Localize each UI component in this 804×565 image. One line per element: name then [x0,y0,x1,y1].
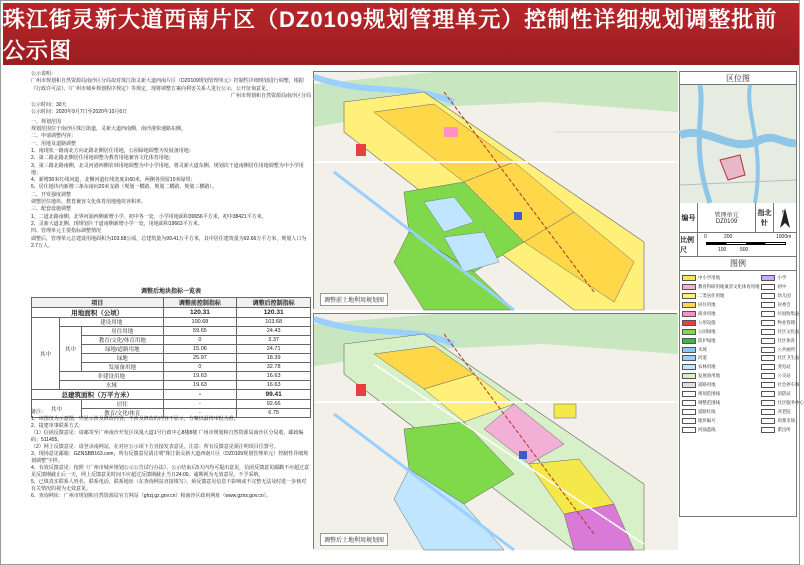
content-item: 二、开发强度调整 [31,191,72,198]
page-title: 珠江街灵新大道西南片区（DZ0109规划管理单元）控制性详细规划调整批前公示图 [3,3,799,65]
note-line: 4、有效反馈意见：按照《广州市城乡规划公示公告试行办法》，公示结束后5天内均可提出意见，信函反馈意见邮戳不应超过意见反馈期截止后一天，网上反馈意见时间不应超过反馈期截止当日24:00。逾期视为无效意见，不予采纳。 [31,465,310,478]
table-row: 非建设用地 19.63 16.63 [32,372,311,381]
map-before [313,71,677,309]
legend-item [761,292,803,301]
note-line: 1、该图仅为示意图，只显示涉及修改内容，不涉及修改的内容不显示，方案以最终审批为准。 [31,416,239,422]
legend-item [761,425,803,434]
scale-tick: 100 [718,247,727,253]
note-line: （1）信函反馈意见：请邮寄至广州南沙开发区凤凰大道1号行政中心8楼8楼 广州市规划和自然资源局南沙区分局收，邮政编码：511455。 [31,430,304,443]
north-label: 指北针 [756,203,774,232]
table-header: 调整前控制指标 [163,298,237,308]
legend-item [761,274,803,283]
legend-item [682,336,759,345]
notes-heading: 备注： [31,409,47,415]
legend-item [682,327,759,336]
legend-swatch [761,382,775,388]
content-item: 1、二道北路南侧，北界河涌西侧新增小学、初中各一处，小学用地面积30656平方米，初中38421平方米。 [31,213,267,220]
legend-label: 消防站 [777,391,791,397]
table-row: 其中 建设用地 100.68 103.68 [32,318,311,327]
legend-item [682,345,759,354]
legend-item [761,283,803,292]
legend-item [682,363,759,372]
unit-label: 编号 [680,203,698,232]
map-after-drawing [314,314,678,550]
legend-label: 初中 [777,284,787,290]
legend-swatch [682,275,696,281]
legend-label: 派出所 [777,426,791,432]
content-item: 2、灵新大道北侧，现规划片干道南侧新增小学一处，用地面积19663平方米。 [31,220,203,227]
legend-swatch [761,427,775,433]
legend-item [761,372,803,381]
legend-label: 道路红线 [698,408,716,414]
legend-label: 二类居住用地 [698,293,725,299]
legend-label: 幼儿园 [777,293,791,299]
notes-panel [31,409,311,500]
map-after [313,313,677,549]
content-label: 二、申请调整内容： [31,133,77,140]
content-item: 调整后，管理单元总建设用地面积为103.68公顷，总建筑量为99.41万平方米，其中居住建筑量为92.66万平方米，规划人口为2.7万人。 [31,235,307,249]
legend-label: 发展备用地 [698,373,720,379]
legend-swatch [682,320,696,326]
legend-label: 社区体育 [777,337,796,343]
legend-label: 河道 [698,355,707,361]
scale-tick: 500 [740,247,749,253]
table-header: 调整后控制指标 [237,298,311,308]
legend-label: 地块编号 [698,417,716,423]
map-before-caption: 调整前土地利用规划图 [320,293,388,306]
legend-item [682,283,759,292]
legend-swatch [761,400,775,406]
table-row: 总建筑面积（万平方米） - 99.41 [32,390,311,400]
legend-swatch [682,347,696,353]
legend-item [682,407,759,416]
legend-swatch [682,400,696,406]
svg-text:N: N [782,209,786,216]
side-panel [679,71,804,549]
scope-text: 规划范围位于南沙区珠江街道，灵新大道西南侧，南沙港快速路东侧。 [31,126,187,133]
legend-swatch [682,373,696,379]
table-title: 调整后地块指标一览表 [140,289,201,295]
scale-graphic [698,233,796,256]
table-row: 发展备用地 0 32.78 [32,363,311,372]
scale-tick: 1000m [776,234,792,240]
scale-tick: 0 [704,234,707,240]
legend-label: 居住用地 [698,302,716,308]
scope-label: 一、规划范围 [31,118,62,125]
legend-swatch [682,329,696,335]
scale-label: 比例尺 [680,233,698,256]
legend-swatch [761,320,775,326]
location-map [679,85,797,203]
notice-heading: 公示说明： [31,71,57,77]
legend-label: 中小学用地 [698,275,720,281]
table-row: 绿地 25.97 18.39 [32,354,311,363]
table-header: 项目 [32,298,164,308]
legend-label: 公共厕所 [777,346,796,352]
scale-tick: 200 [724,234,733,240]
legend-item [682,310,759,319]
unit-name: 管理单元 [714,213,739,219]
legend-swatch [761,364,775,370]
legend-swatch [682,391,696,397]
legend-label: 肉菜市场 [777,417,796,423]
legend-swatch [682,311,696,317]
table-row: 其中 居住 - 92.66 [32,400,311,409]
content-item: 3、第三路北路南侧，北灵河港西侧农林用地调整为中小学用地，将灵新大道东侧、规划次干道南侧居住用地调整为中小学用地； [31,162,304,176]
notice-org: 广州市规划和自然资源局南沙区分局 [230,92,311,99]
legend-item [682,301,759,310]
legend-item [682,274,759,283]
legend-swatch [761,311,775,317]
legend-swatch [682,418,696,424]
legend-swatch [761,338,775,344]
content-item: 三、配套设施调整 [31,206,72,213]
table-row: 水域 19.63 16.63 [32,381,311,390]
legend-label: 农林用地 [698,364,716,370]
legend-item [761,407,803,416]
map-after-caption: 调整后土地利用规划图 [320,533,388,546]
legend-item [682,425,759,434]
legend-label: 公交站 [777,373,791,379]
legend-label: 调整范围线 [698,399,720,405]
legend-label: 社区服务中心 [777,399,804,405]
content-item: 调整居住地块、教育兼容文化体育用地地块容积率。 [31,199,147,206]
legend-swatch [682,302,696,308]
legend-item [682,292,759,301]
legend-label: 道路用地 [698,382,716,388]
legend-swatch [682,364,696,370]
legend-swatch [761,329,775,335]
scale-bar [679,233,797,257]
legend-swatch [761,347,775,353]
legend-swatch [682,355,696,361]
notice-intro: 广州市规划和自然资源局南沙区分局拟对珠江街灵新大道西南片区（DZ0109规划管理单元）控制性详细规划进行调整，根据《行政许可法》、《广州市城乡规划程序规定》等规定，现将调整方案向利害关系人进行公示，公开征询意见。 [31,78,304,92]
legend-heading: 图例 [679,257,797,271]
table-row: 用地面积（公顷） 120.31 120.31 [32,308,311,318]
legend-label: 小学 [777,275,787,281]
content-item: 一、用地及道路调整 [31,140,77,147]
legend-label: 养老院 [777,408,791,414]
legend-swatch [761,373,775,379]
legend-item [682,416,759,425]
legend-label: 居委会 [777,302,791,308]
legend-label: 教育科研用地兼容文化体育用地 [698,284,760,290]
legend-item [682,318,759,327]
legend-label: 物业管理 [777,319,796,325]
legend-item [761,301,803,310]
legend-label: 河涌蓝线 [698,426,716,432]
legend-item [682,398,759,407]
table-header-row [32,298,311,308]
legend-label: 社区卫生站 [777,355,800,361]
map-before-drawing [314,72,678,310]
legend-label: 变电站 [777,364,791,370]
legend-swatch [761,284,775,290]
legend-item [761,398,803,407]
legend-item [761,327,803,336]
table-row: 其中 居住用地 59.65 24.43 [32,327,311,336]
legend-item [761,416,803,425]
legend-swatch [682,293,696,299]
unit-code: DZ0109 [715,219,738,225]
legend-swatch [682,284,696,290]
unit-info [679,203,797,233]
location-heading: 区位图 [679,71,797,85]
legend-swatch [761,391,775,397]
legend-label: 公用设施 [698,319,716,325]
legend-swatch [761,418,775,424]
note-line: 3、现场意见邮箱：GZNSBB163.com，所有反馈意见请注明"珠江街灵新大道西南片区（DZ0109规划管理单元）控制性详细规划调整"字样。 [31,451,309,464]
legend-label: 规划范围线 [698,391,720,397]
legend-item [761,318,803,327]
legend-swatch [761,302,775,308]
legend-swatch [682,427,696,433]
table-row: 教育/文化/体育 - 6.75 [32,409,311,418]
legend-label: 公园绿地 [698,328,716,334]
note-line: 6、查询网址：广州市规划和自然资源局官方网站（ghzj.gz.gov.cn）和南沙区政府网址（www.gzns.gov.cn）。 [31,493,272,499]
legend-label: 商业用地 [698,311,716,316]
legend-item [761,310,803,319]
legend-swatch [682,338,696,344]
legend-label: 社会停车场 [777,382,800,388]
notice-period: 公示时间：30天 [31,102,67,109]
legend-swatch [761,275,775,281]
legend-item [761,354,803,363]
table-row: 教育/文化/体育用地 0 3.37 [32,336,311,345]
note-line: （2）网上反馈意见：请登录南网站，在对应公示项下方直接发表意见。注意：所有反馈意见须注明项目位置号。 [31,444,279,450]
north-arrow-icon [774,203,796,232]
legend-item [761,345,803,354]
legend-item [682,390,759,399]
legend-swatch [682,382,696,388]
legend-swatch [761,355,775,361]
legend-swatch [761,409,775,415]
legend-item [761,363,803,372]
legend-label: 防护绿地 [698,337,716,343]
legend [679,271,804,517]
content-item: 4、新增30米红线河道，北侧河道红线宽度由60米，两侧各预留10米绿带； [31,177,196,184]
legend-swatch [682,409,696,415]
legend-item [682,372,759,381]
note-line: 5、已填真实联系人姓名、联系电话、联系地址（在查询网站直接填写），须反馈意见信息不影响或不完整无法及时进一步核对有关情况的视为无效意见。 [31,479,307,492]
legend-item [761,336,803,345]
legend-swatch [761,293,775,299]
legend-label: 社区文化站 [777,328,800,334]
legend-item [761,381,803,390]
indicator-table [31,297,311,418]
legend-label: 水域 [698,346,707,352]
note-line: 2、提建单事联系方式： [31,423,84,429]
legend-item [682,354,759,363]
legend-item [682,381,759,390]
legend-item [761,390,803,399]
unit-cell [698,203,756,232]
content-item: 四、管理单元主要指标调整情况 [31,228,102,235]
legend-label: 垃圾收集站 [777,311,800,316]
content-item: 1、南现状一路南北方向北路北侧居住用地，公园绿地调整为发展备用地； [31,147,194,154]
location-map-drawing [680,85,796,203]
content-item: 2、第二路北路北侧居住用地调整为教育用地兼容文化体育用地； [31,155,174,162]
content-item: 5、居住地块内新增三条东南向20米支路（规划一横路、规划二横路、规划三横路）。 [31,184,217,191]
notice-dates: 公示时间：2020年9月7日至2020年10月6日 [31,109,128,116]
table-row: 绿地/道路用地 15.06 24.71 [32,345,311,354]
